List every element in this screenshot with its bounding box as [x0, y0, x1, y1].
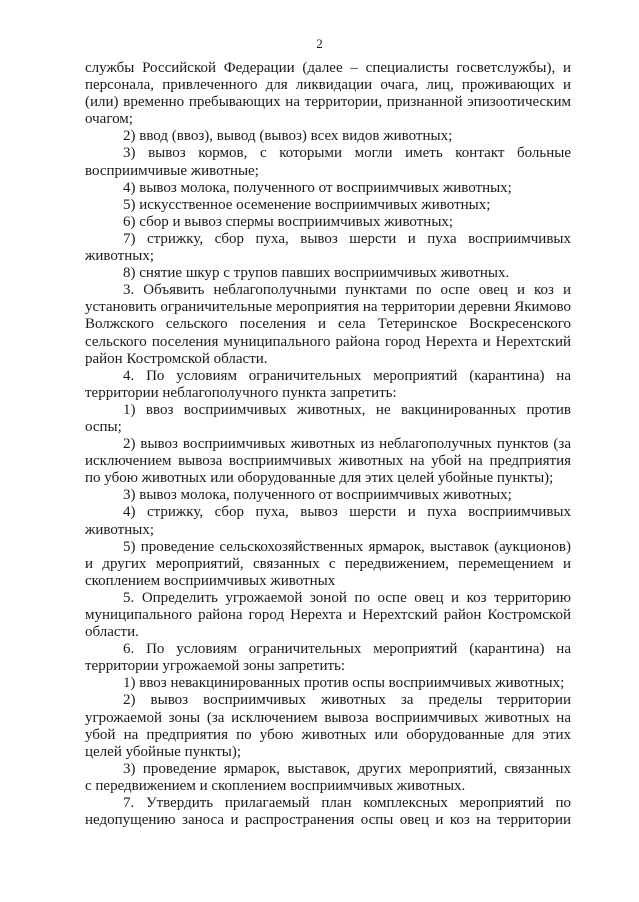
- text-line: и других мероприятий, связанных с передвижением, перемещением и: [85, 555, 571, 572]
- text-line: территории неблагополучного пункта запретить:: [85, 384, 397, 401]
- text-line: 1) ввоз невакцинированных против оспы восприимчивых животных;: [123, 675, 565, 692]
- text-line: 3. Объявить неблагополучными пунктами по оспе овец и коз и: [123, 282, 571, 299]
- text-line: 8) снятие шкур с трупов павших восприимчивых животных.: [123, 265, 510, 282]
- text-line: убой на предприятия по убою животных или оборудованные для этих: [85, 726, 571, 743]
- text-line: 2) вывоз восприимчивых животных за пределы территории: [123, 692, 571, 709]
- text-line: (или) временно пребывающих на территории, признанной эпизоотическим: [85, 94, 571, 111]
- text-line: 3) проведение ярмарок, выставок, других мероприятий, связанных: [123, 760, 571, 777]
- text-line: 1) ввоз восприимчивых животных, не вакцинированных против: [123, 401, 571, 418]
- text-line: 4) вывоз молока, полученного от восприимчивых животных;: [123, 179, 512, 196]
- text-line: угрожаемой зоны (за исключением вывоза восприимчивых животных на: [85, 709, 571, 726]
- text-line: 2) ввод (ввоз), вывод (вывоз) всех видов животных;: [123, 128, 453, 145]
- text-line: 2) вывоз восприимчивых животных из неблагополучных пунктов (за: [123, 436, 571, 453]
- text-line: 3) вывоз молока, полученного от восприимчивых животных;: [123, 487, 512, 504]
- text-line: недопущению заноса и распространения оспы овец и коз на территории: [85, 812, 571, 829]
- text-line: 5. Определить угрожаемой зоной по оспе овец и коз территорию: [123, 589, 571, 606]
- text-line: район Костромской области.: [85, 350, 268, 367]
- document-body: [85, 60, 571, 829]
- text-line: животных;: [85, 248, 155, 265]
- text-line: животных;: [85, 521, 155, 538]
- text-line: Волжского сельского поселения и села Тетеринское Воскресенского: [85, 316, 571, 333]
- text-line: по убою животных или оборудованные для этих целей убойные пункты);: [85, 470, 554, 487]
- text-line: области.: [85, 624, 139, 641]
- text-line: муниципального района город Нерехта и Нерехтский район Костромской: [85, 607, 571, 623]
- text-line: скоплением восприимчивых животных: [85, 572, 336, 589]
- text-line: 7. Утвердить прилагаемый план комплексных мероприятий по: [123, 795, 571, 812]
- text-line: очагом;: [85, 111, 133, 128]
- text-line: 4) стрижку, сбор пуха, вывоз шерсти и пуха восприимчивых: [123, 504, 571, 521]
- text-line: установить ограничительные мероприятия на территории деревни Якимово: [85, 299, 571, 316]
- text-line: 4. По условиям ограничительных мероприятий (карантина) на: [123, 367, 571, 384]
- page-number: 2: [316, 36, 323, 51]
- text-line: территории угрожаемой зоны запретить:: [85, 658, 346, 675]
- text-line: 5) искусственное осеменение восприимчивых животных;: [123, 196, 491, 213]
- text-line: службы Российской Федерации (далее – специалисты госветслужбы), и: [85, 60, 571, 76]
- text-line: 7) стрижку, сбор пуха, вывоз шерсти и пуха восприимчивых: [123, 230, 571, 247]
- text-line: оспы;: [85, 418, 122, 435]
- text-line: 6) сбор и вывоз спермы восприимчивых животных;: [123, 213, 454, 230]
- text-line: 6. По условиям ограничительных мероприятий (карантина) на: [123, 641, 571, 658]
- text-line: 5) проведение сельскохозяйственных ярмарок, выставок (аукционов): [123, 538, 571, 555]
- text-line: сельского поселения муниципального района город Нерехта и Нерехтский: [85, 333, 571, 350]
- text-line: с передвижением и скоплением восприимчивых животных.: [85, 777, 466, 794]
- text-line: восприимчивые животные;: [85, 162, 259, 179]
- text-line: персонала, привлеченного для ликвидации очага, лиц, проживающих и: [85, 77, 571, 94]
- text-line: 3) вывоз кормов, с которыми могли иметь контакт больные: [123, 145, 571, 162]
- text-line: исключением вывоза восприимчивых животных на убой на предприятия: [85, 453, 571, 470]
- text-line: целей убойные пункты);: [85, 743, 242, 760]
